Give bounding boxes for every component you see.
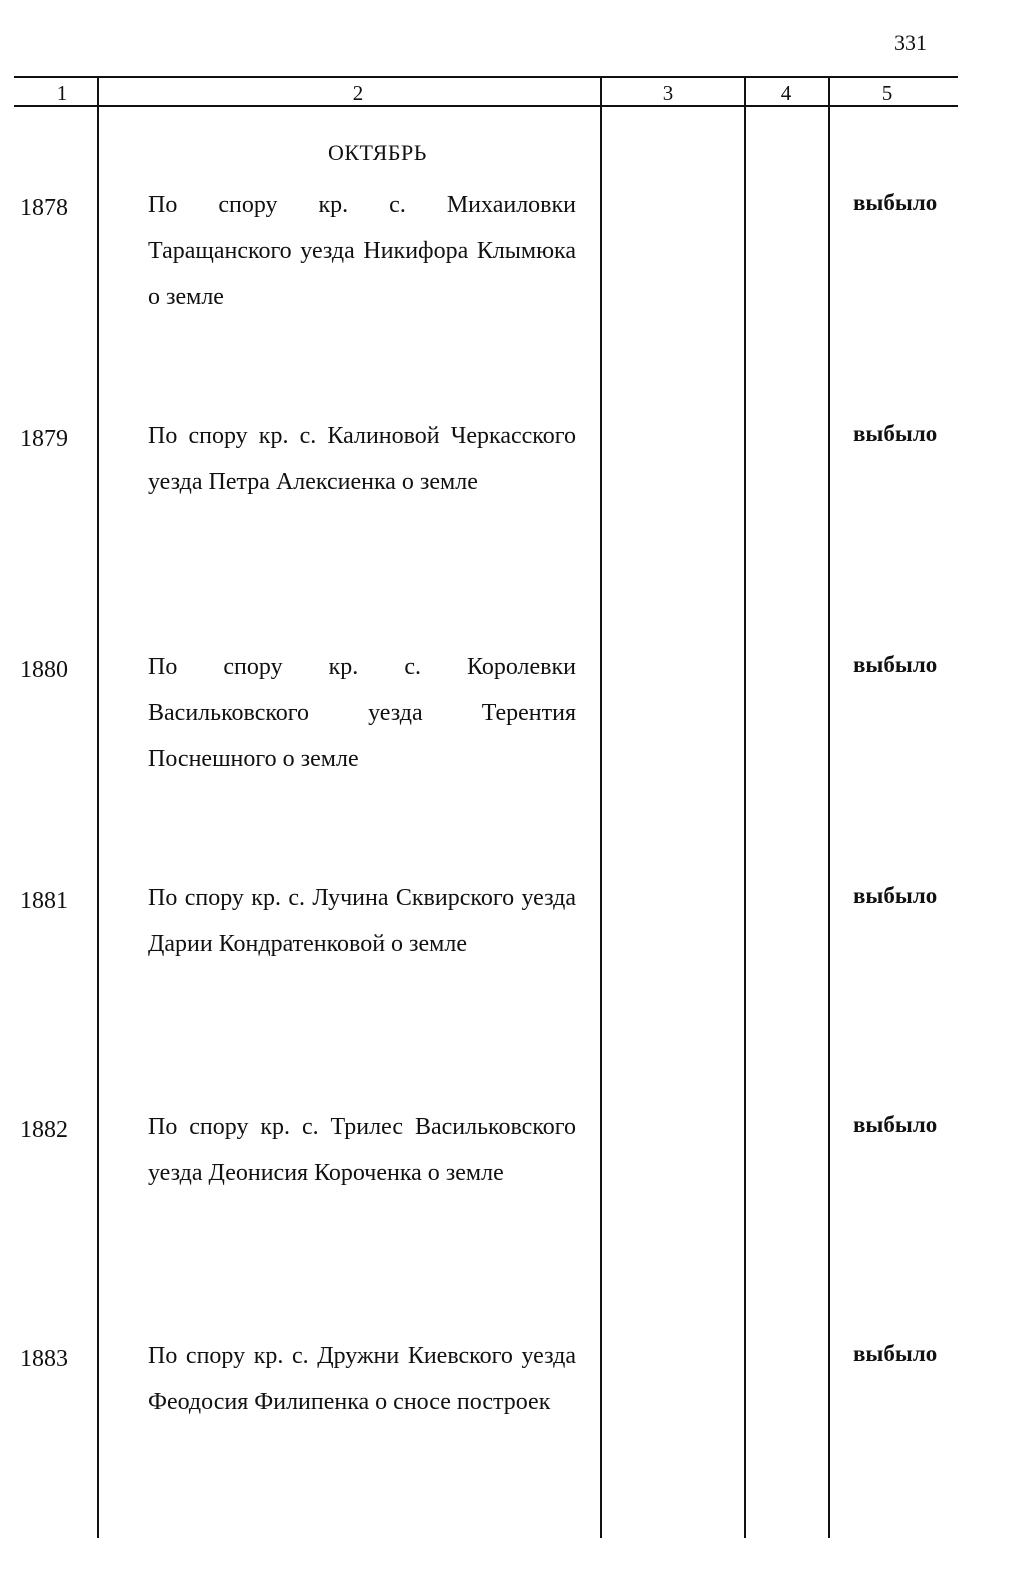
case-result: выбыло <box>853 883 938 908</box>
case-description: По спору кр. с. Дружни Киевского уезда Феодосия Филипенка о сносе построек <box>148 1343 576 1415</box>
column-divider-1 <box>97 76 99 1538</box>
case-number: 1881 <box>20 888 68 914</box>
column-divider-4 <box>828 76 830 1538</box>
case-description: По спору кр. с. Трилес Васильковского уезда Деонисия Короченка о земле <box>148 1114 576 1186</box>
case-number: 1882 <box>20 1117 68 1143</box>
column-divider-3 <box>744 76 746 1538</box>
case-description: По спору кр. с. Королевки Васильковского уезда Терентия Поснешного о земле <box>148 654 576 772</box>
case-result: выбыло <box>853 190 938 215</box>
column-header-3: 3 <box>662 81 674 105</box>
table-header-rule <box>14 105 958 107</box>
case-number: 1878 <box>20 195 68 221</box>
table-top-rule <box>14 76 958 78</box>
column-header-2: 2 <box>352 81 364 105</box>
case-number: 1880 <box>20 657 68 683</box>
column-header-5: 5 <box>881 81 893 105</box>
case-number: 1883 <box>20 1346 68 1372</box>
case-result: выбыло <box>853 1112 938 1137</box>
case-result: выбыло <box>853 1341 938 1366</box>
page-number: 331 <box>894 30 927 55</box>
column-header-4: 4 <box>780 81 792 105</box>
section-title: ОКТЯБРЬ <box>328 140 427 165</box>
case-result: выбыло <box>853 652 938 677</box>
column-header-1: 1 <box>56 81 68 105</box>
case-description: По спору кр. с. Михаиловки Таращанского уезда Никифора Клымюка о земле <box>148 192 576 310</box>
case-description: По спору кр. с. Калиновой Черкасского уезда Петра Алексиенка о земле <box>148 423 576 495</box>
case-description: По спору кр. с. Лучина Сквирского уезда Дарии Кондратенковой о земле <box>148 885 576 957</box>
case-number: 1879 <box>20 426 68 452</box>
case-result: выбыло <box>853 421 938 446</box>
column-divider-2 <box>600 76 602 1538</box>
